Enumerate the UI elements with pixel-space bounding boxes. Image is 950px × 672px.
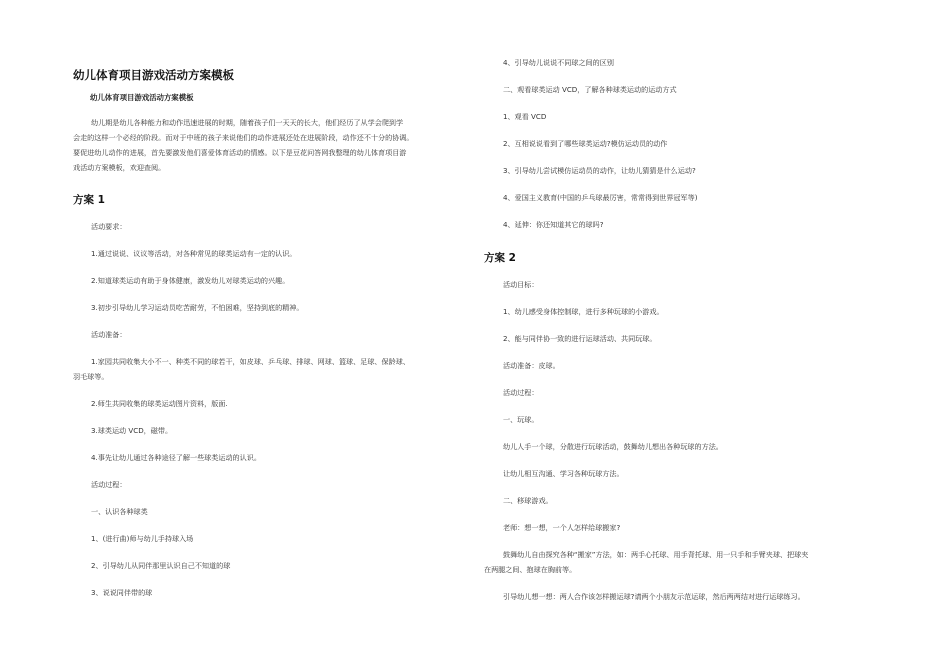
document-subtitle: 幼儿体育项目游戏活动方案模板: [90, 93, 194, 102]
plan-1-heading: 方案 1: [73, 194, 105, 206]
right-line-2: 二、观看球类运动 VCD，了解各种球类运动的运动方式: [503, 85, 677, 94]
requirement-1: 1.通过说说、议议等活动，对各种常见的球类运动有一定的认识。: [91, 249, 297, 258]
intro-line-1: 幼儿期是幼儿各种能力和动作迅速进展的时期，随着孩子们一天天的长大，他们经历了从学会爬到学: [91, 118, 404, 127]
requirements-label: 活动要求：: [91, 222, 127, 231]
step-a-3: 3、说说同伴带的球: [91, 588, 153, 597]
step-a-2: 2、引导幼儿从同伴那里认识自己不知道的球: [91, 561, 231, 570]
plan-2-step-1a: 幼儿人手一个球，分散进行玩球活动，鼓舞幼儿想出各种玩球的方法。: [503, 442, 723, 451]
preparation-1b: 羽毛球等。: [73, 372, 109, 381]
plan-2-preparation: 活动准备：皮球。: [503, 361, 560, 370]
preparation-4: 4.事先让幼儿通过各种途径了解一些球类运动的认识。: [91, 453, 261, 462]
goal-2: 2、能与同伴协一致的进行运球活动、共同玩球。: [503, 334, 657, 343]
plan-2-step-2b-line-2: 在两腿之间、抱球在胸前等。: [484, 565, 577, 574]
goal-1: 1、幼儿感受身体控制球，进行多种玩球的小游戏。: [503, 307, 664, 316]
document-title: 幼儿体育项目游戏活动方案模板: [73, 68, 234, 82]
plan-2-heading: 方案 2: [484, 252, 516, 264]
right-line-3: 1、观看 VCD: [503, 112, 547, 121]
preparation-1a: 1.家园共同收集大小不一、种类不同的球若干，如皮球、乒乓球、排球、网球、篮球、足球、保龄球、: [91, 357, 410, 366]
preparation-3: 3.球类运动 VCD，磁带。: [91, 426, 173, 435]
plan-2-step-1: 一、玩球。: [503, 415, 539, 424]
plan-2-step-2: 二、移球游戏。: [503, 496, 553, 505]
preparation-label: 活动准备：: [91, 330, 127, 339]
plan-2-process-label: 活动过程：: [503, 388, 539, 397]
plan-2-step-2a: 老师：想一想，一个人怎样给球搬家?: [503, 523, 621, 532]
right-line-5: 3、引导幼儿尝试模仿运动员的动作，让幼儿猜猜是什么运动?: [503, 166, 696, 175]
plan-2-step-2b-line-1: 鼓舞幼儿自由探究各种“搬家”方法，如：两手心托球、用手背托球、用一只手和手臂夹球、把球夹: [503, 550, 809, 559]
right-line-4: 2、互相说说看到了哪些球类运动?模仿运动员的动作: [503, 139, 668, 148]
plan-2-step-2c: 引导幼儿想一想：两人合作该怎样搬运球?请两个小朋友示范运球，然后两两结对进行运球练习。: [503, 592, 805, 601]
preparation-2: 2.师生共同收集的球类运动图片资料，版面.: [91, 399, 228, 408]
step-a-1: 1、(进行曲)师与幼儿手持球入场: [91, 534, 194, 543]
requirement-2: 2.知道球类运动有助于身体健康，激发幼儿对球类运动的兴趣。: [91, 276, 290, 285]
requirement-3: 3.初步引导幼儿学习运动员吃苦耐劳，不怕困难，坚持到底的精神。: [91, 303, 304, 312]
right-line-7: 4、延伸：你还知道其它的球吗?: [503, 220, 604, 229]
process-label: 活动过程：: [91, 480, 127, 489]
intro-line-2: 会走的这样一个必经的阶段。而对于中班的孩子来说他们的动作进展还处在进展阶段，动作还不十分的协调。: [73, 133, 414, 142]
plan-2-step-1b: 让幼儿相互沟通、学习各种玩球方法。: [503, 469, 624, 478]
intro-line-3: 要促进幼儿动作的进展，首先要激发他们喜爱体育活动的情感。以下是豆花问答网我整理的幼儿体育项目游: [73, 148, 407, 157]
goals-label: 活动目标：: [503, 280, 539, 289]
step-a: 一、认识各种球类: [91, 507, 148, 516]
right-line-1: 4、引导幼儿说说不同球之间的区别: [503, 58, 614, 67]
intro-line-4: 戏活动方案模板，欢迎查阅。: [73, 163, 166, 172]
right-line-6: 4、爱国主义教育(中国的乒乓球最厉害，常常得到世界冠军等): [503, 193, 698, 202]
